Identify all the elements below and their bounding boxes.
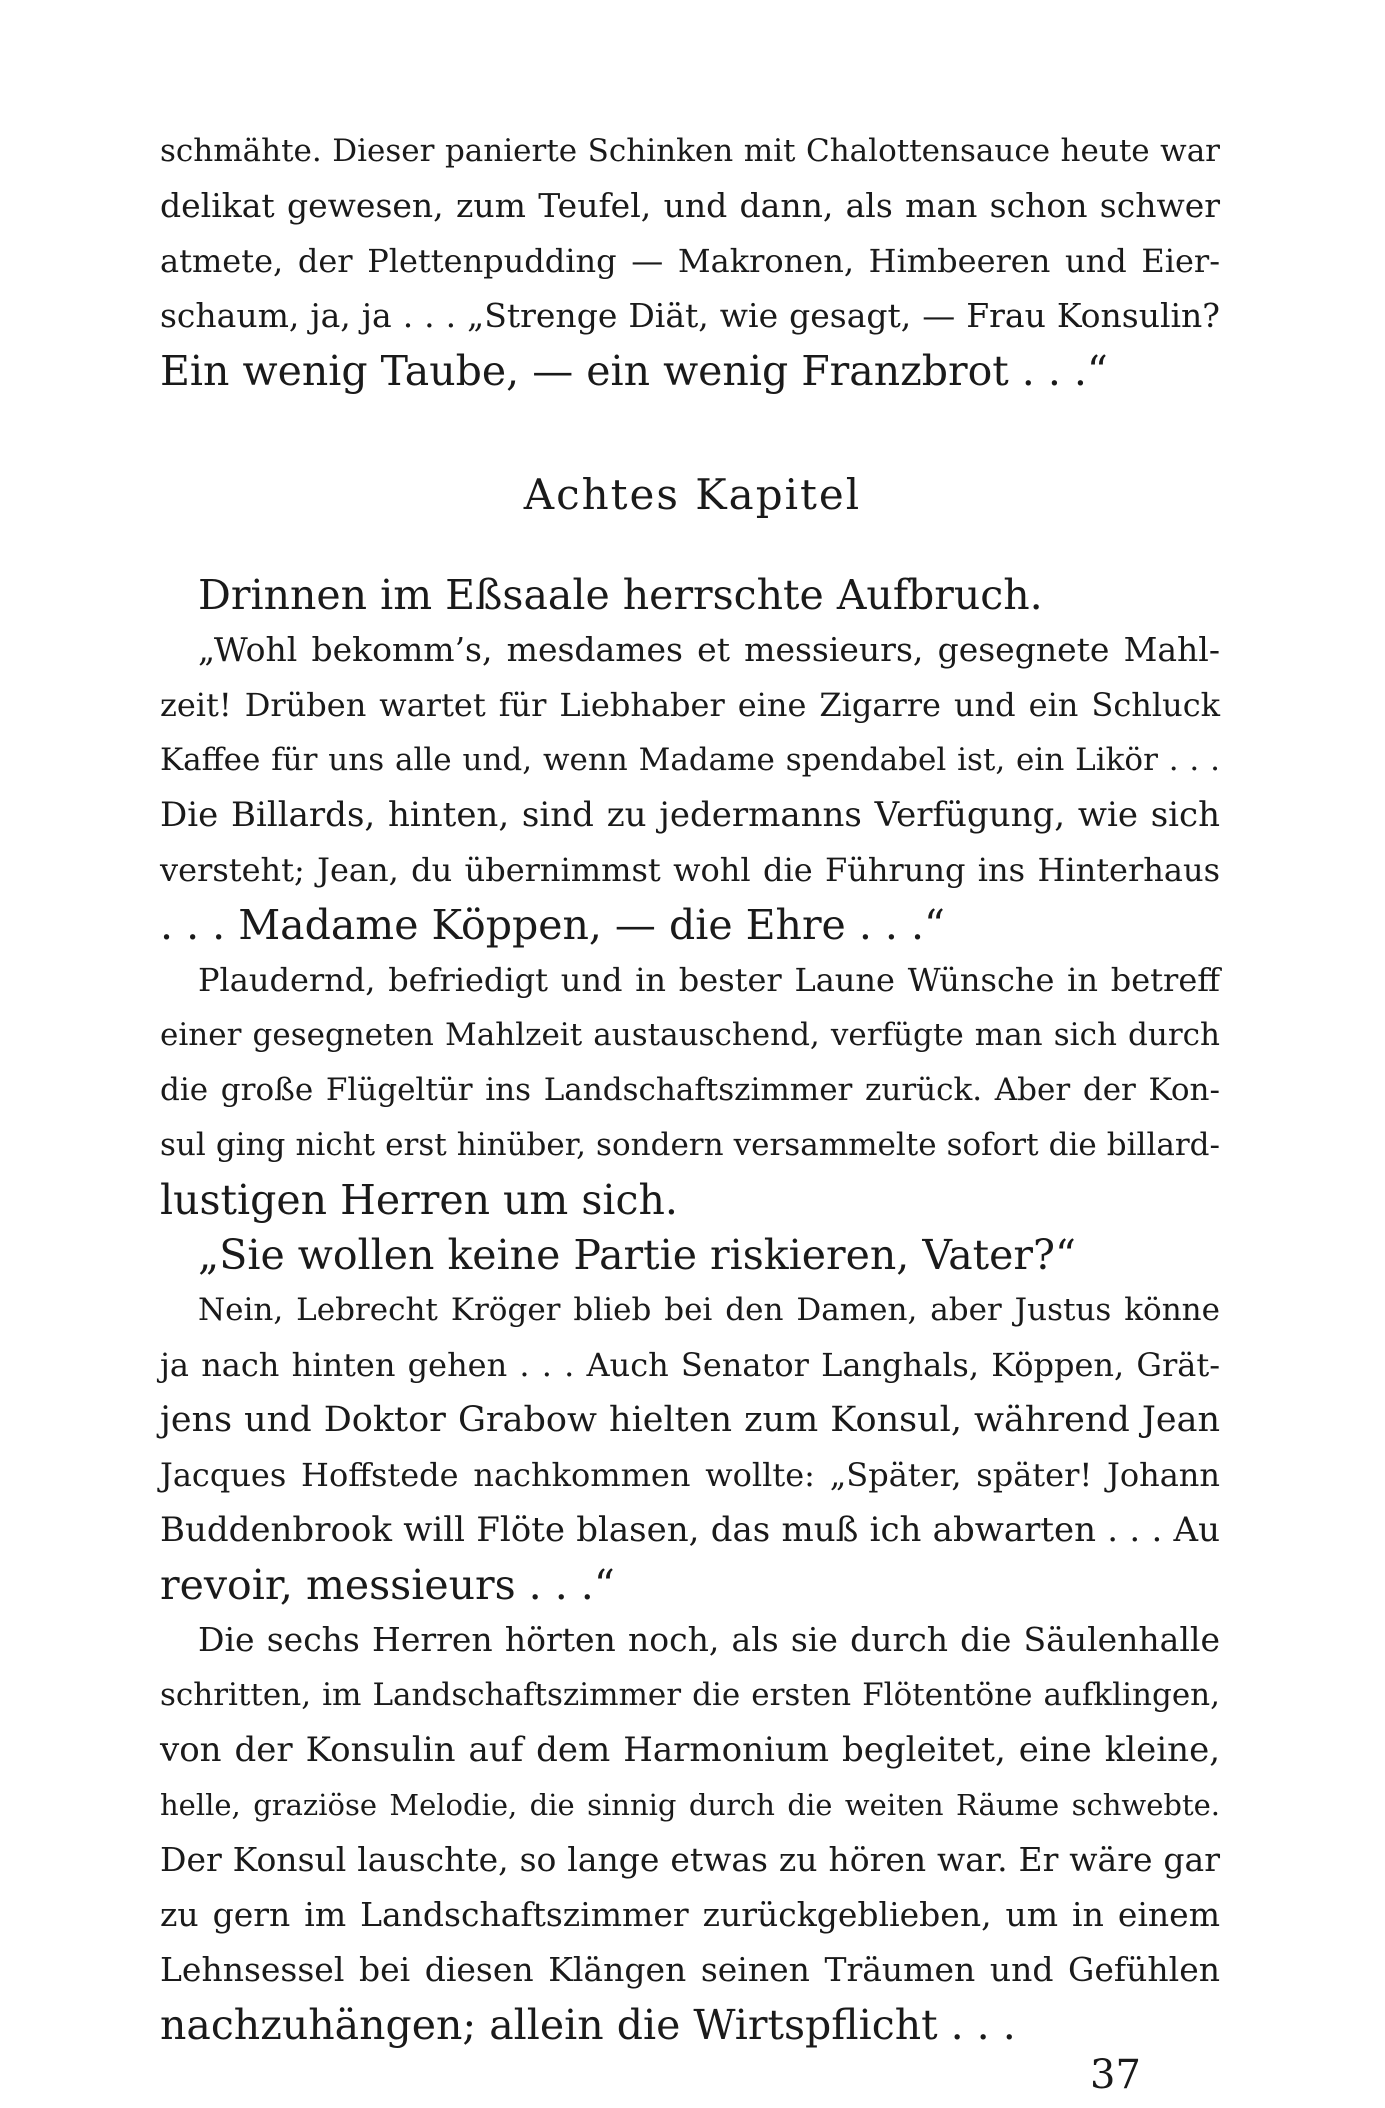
text-line: Die Billards, hinten, sind zu jedermanns Verfügung, wie sich bbox=[160, 795, 1220, 835]
text-line: schaum, ja, ja . . . „Strenge Diät, wie gesagt, — Frau Konsulin? bbox=[160, 296, 1220, 335]
text-line: „Wohl bekomm’s, mesdames et messieurs, gesegnete Mahl- bbox=[198, 630, 1220, 669]
text-line: nachzuhängen; allein die Wirtspflicht . . . bbox=[160, 2001, 1016, 2049]
text-line: die große Flügeltür ins Landschaftszimmer zurück. Aber der Kon- bbox=[160, 1072, 1220, 1108]
text-line: . . . Madame Köppen, — die Ehre . . .“ bbox=[160, 901, 945, 949]
text-line: Plaudernd, befriedigt und in bester Laune Wünsche in betreff bbox=[198, 961, 1220, 999]
text-line: „Sie wollen keine Partie riskieren, Vater?“ bbox=[198, 1231, 1076, 1279]
text-line: helle, graziöse Melodie, die sinnig durch die weiten Räume schwebte. bbox=[160, 1788, 1220, 1822]
text-line: lustigen Herren um sich. bbox=[160, 1176, 678, 1224]
text-line: delikat gewesen, zum Teufel, und dann, als man schon schwer bbox=[160, 186, 1220, 225]
text-line: von der Konsulin auf dem Harmonium begleitet, eine kleine, bbox=[160, 1730, 1220, 1770]
text-line: Kaffee für uns alle und, wenn Madame spendabel ist, ein Likör . . . bbox=[160, 742, 1220, 778]
text-line: Ein wenig Taube, — ein wenig Franzbrot . . .“ bbox=[160, 347, 1108, 395]
text-line: versteht; Jean, du übernimmst wohl die Führung ins Hinterhaus bbox=[160, 851, 1220, 889]
page-number: 37 bbox=[1090, 2052, 1141, 2098]
text-line: Lehnsessel bei diesen Klängen seinen Träumen und Gefühlen bbox=[160, 1950, 1220, 1989]
text-line: Jacques Hoffstede nachkommen wollte: „Später, später! Johann bbox=[160, 1456, 1220, 1494]
text-line: atmete, der Plettenpudding — Makronen, Himbeeren und Eier- bbox=[160, 242, 1220, 280]
text-line: Drinnen im Eßsaale herrschte Aufbruch. bbox=[198, 571, 1043, 619]
text-line: sul ging nicht erst hinüber, sondern versammelte sofort die billard- bbox=[160, 1127, 1220, 1163]
chapter-title: Achtes Kapitel bbox=[523, 470, 862, 519]
text-line: revoir, messieurs . . .“ bbox=[160, 1561, 615, 1609]
text-line: schritten, im Landschaftszimmer die ersten Flötentöne aufklingen, bbox=[160, 1677, 1220, 1713]
text-line: schmähte. Dieser panierte Schinken mit Chalottensauce heute war bbox=[160, 133, 1220, 169]
text-line: ja nach hinten gehen . . . Auch Senator Langhals, Köppen, Grät- bbox=[160, 1346, 1220, 1384]
text-line: Der Konsul lauschte, so lange etwas zu hören war. Er wäre gar bbox=[160, 1840, 1220, 1879]
text-line: Nein, Lebrecht Kröger blieb bei den Damen, aber Justus könne bbox=[198, 1292, 1220, 1328]
text-line: jens und Doktor Grabow hielten zum Konsul, während Jean bbox=[160, 1400, 1220, 1440]
text-line: Buddenbrook will Flöte blasen, das muß ich abwarten . . . Au bbox=[160, 1510, 1220, 1550]
text-line: zeit! Drüben wartet für Liebhaber eine Zigarre und ein Schluck bbox=[160, 686, 1220, 724]
text-line: einer gesegneten Mahlzeit austauschend, verfügte man sich durch bbox=[160, 1017, 1220, 1053]
text-line: zu gern im Landschaftszimmer zurückgeblieben, um in einem bbox=[160, 1895, 1220, 1934]
text-line: Die sechs Herren hörten noch, als sie durch die Säulenhalle bbox=[198, 1620, 1220, 1659]
